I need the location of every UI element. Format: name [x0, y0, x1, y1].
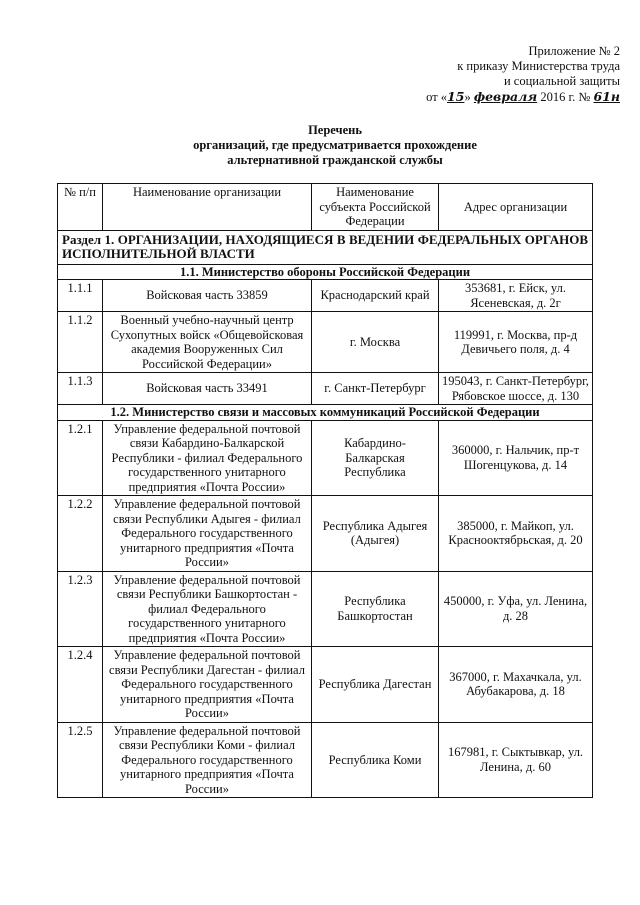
row-region: Краснодарский край — [312, 280, 439, 312]
table-header-row — [58, 184, 593, 231]
row-region: Кабардино-Балкарская Республика — [312, 420, 439, 496]
date-mid: » — [464, 90, 474, 104]
row-organization: Управление федеральной почтовой связи Кабардино-Балкарской Республики - филиал Федерального государственного унитарного предприятия «Почта России» — [103, 420, 312, 496]
table-row — [58, 496, 593, 572]
row-number: 1.1.2 — [58, 312, 103, 373]
table-row — [58, 373, 593, 405]
section-title: Раздел 1. ОРГАНИЗАЦИИ, НАХОДЯЩИЕСЯ В ВЕДЕНИИ ФЕДЕРАЛЬНЫХ ОРГАНОВ ИСПОЛНИТЕЛЬНОЙ ВЛАСТИ — [58, 230, 593, 264]
title-line-2: организаций, где предусматривается прохождение — [193, 138, 477, 152]
approval-line-3: и социальной защиты — [503, 74, 620, 88]
header-region: Наименование субъекта Российской Федерации — [312, 184, 439, 231]
approval-block — [400, 44, 620, 105]
row-region: Республика Башкортостан — [312, 571, 439, 647]
row-region: Республика Дагестан — [312, 647, 439, 723]
row-organization: Управление федеральной почтовой связи Республики Адыгея - филиал Федерального государственного унитарного предприятия «Почта России» — [103, 496, 312, 572]
subsection-row — [58, 264, 593, 280]
subsection-row — [58, 405, 593, 421]
row-number: 1.2.2 — [58, 496, 103, 572]
table-row — [58, 647, 593, 723]
handwritten-month: февраля — [473, 89, 538, 104]
row-address: 385000, г. Майкоп, ул. Краснооктябрьская, д. 20 — [439, 496, 593, 572]
row-region: Республика Адыгея (Адыгея) — [312, 496, 439, 572]
row-address: 360000, г. Нальчик, пр-т Шогенцукова, д. 14 — [439, 420, 593, 496]
row-organization: Управление федеральной почтовой связи Республики Дагестан - филиал Федерального государственного унитарного предприятия «Почта России» — [103, 647, 312, 723]
row-organization: Войсковая часть 33859 — [103, 280, 312, 312]
date-year: 2016 г. № — [537, 90, 594, 104]
row-organization: Управление федеральной почтовой связи Республики Коми - филиал Федерального государственного унитарного предприятия «Почта России» — [103, 722, 312, 798]
row-region: г. Москва — [312, 312, 439, 373]
row-number: 1.2.4 — [58, 647, 103, 723]
handwritten-day: 15 — [447, 89, 465, 104]
row-number: 1.2.3 — [58, 571, 103, 647]
table-row — [58, 571, 593, 647]
row-region: г. Санкт-Петербург — [312, 373, 439, 405]
row-address: 450000, г. Уфа, ул. Ленина, д. 28 — [439, 571, 593, 647]
row-number: 1.1.1 — [58, 280, 103, 312]
approval-date-line — [400, 89, 620, 105]
row-address: 367000, г. Махачкала, ул. Абубакарова, д. 18 — [439, 647, 593, 723]
handwritten-order-number: 61н — [593, 89, 620, 104]
table-row — [58, 312, 593, 373]
table-row — [58, 722, 593, 798]
approval-line-2: к приказу Министерства труда — [457, 59, 620, 73]
organizations-table — [57, 183, 593, 798]
table-row — [58, 420, 593, 496]
row-region: Республика Коми — [312, 722, 439, 798]
subsection-title: 1.2. Министерство связи и массовых коммуникаций Российской Федерации — [58, 405, 593, 421]
table-row — [58, 280, 593, 312]
row-address: 167981, г. Сыктывкар, ул. Ленина, д. 60 — [439, 722, 593, 798]
row-address: 353681, г. Ейск, ул. Ясеневская, д. 2г — [439, 280, 593, 312]
section-row — [58, 230, 593, 264]
header-address: Адрес организации — [439, 184, 593, 231]
header-number: № п/п — [58, 184, 103, 231]
document-title — [120, 123, 550, 168]
date-prefix: от « — [426, 90, 448, 104]
row-number: 1.1.3 — [58, 373, 103, 405]
row-organization: Управление федеральной почтовой связи Республики Башкортостан - филиал Федерального государственного унитарного предприятия «Почта России» — [103, 571, 312, 647]
row-organization: Военный учебно-научный центр Сухопутных войск «Общевойсковая академия Вооруженных Сил Российской Федерации» — [103, 312, 312, 373]
title-line-3: альтернативной гражданской службы — [227, 153, 443, 167]
row-address: 119991, г. Москва, пр-д Девичьего поля, д. 4 — [439, 312, 593, 373]
title-line-1: Перечень — [308, 123, 362, 137]
header-organization: Наименование организации — [103, 184, 312, 231]
row-number: 1.2.1 — [58, 420, 103, 496]
row-address: 195043, г. Санкт-Петербург, Рябовское шоссе, д. 130 — [439, 373, 593, 405]
subsection-title: 1.1. Министерство обороны Российской Федерации — [58, 264, 593, 280]
approval-line-1: Приложение № 2 — [528, 44, 620, 58]
row-number: 1.2.5 — [58, 722, 103, 798]
row-organization: Войсковая часть 33491 — [103, 373, 312, 405]
